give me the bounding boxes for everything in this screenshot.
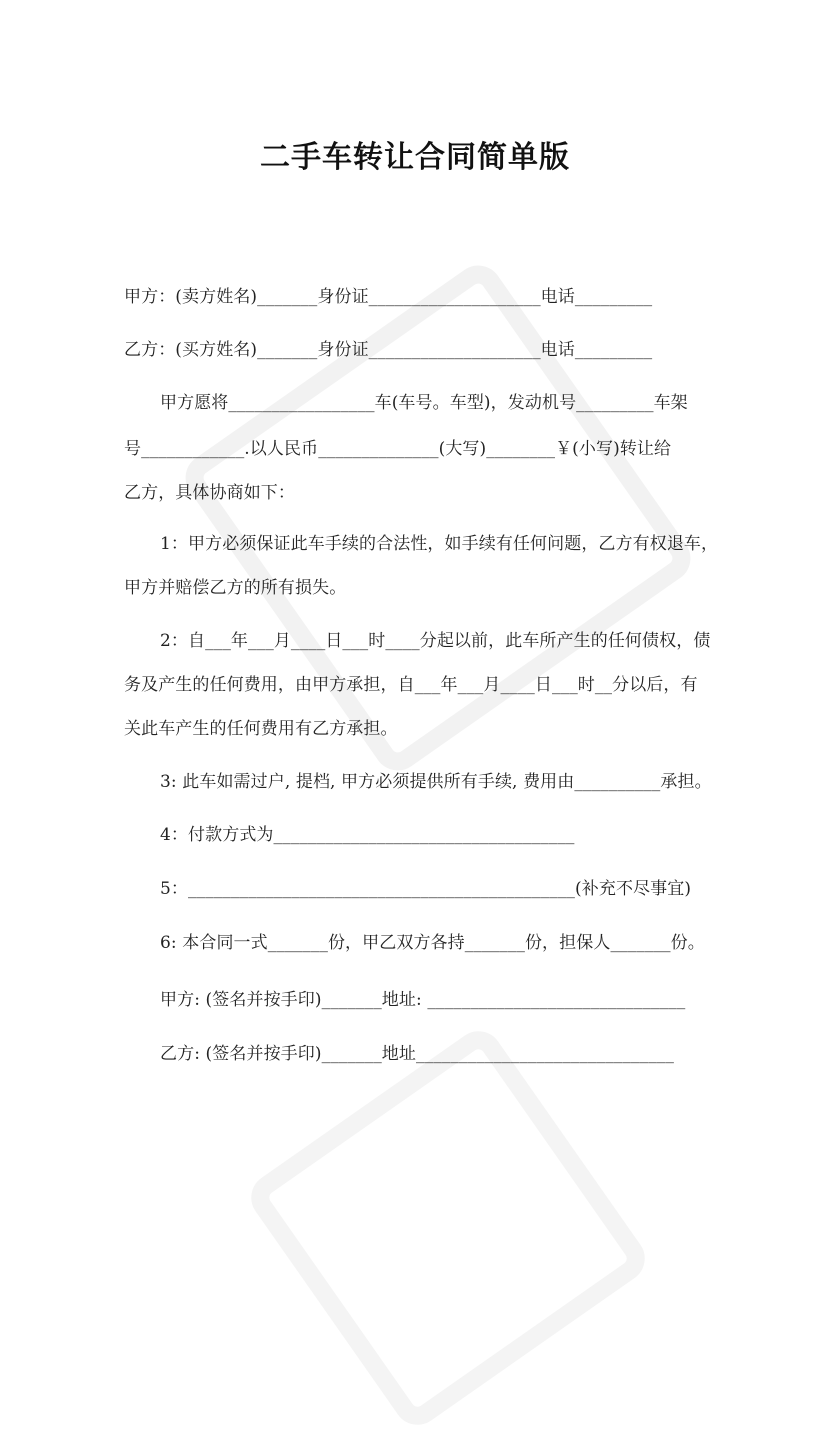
clause-4-line: 4：付款方式为___________________________________	[160, 825, 575, 845]
party-a-info-line: 甲方：(卖方姓名)_______身份证____________________电话_________	[124, 287, 653, 307]
clause-2-line-3: 关此车产生的任何费用有乙方承担。	[124, 719, 398, 739]
clause-3-line: 3: 此车如需过户, 提档, 甲方必须提供所有手续, 费用由__________承担。	[160, 772, 712, 792]
transfer-clause-line-1: 甲方愿将_________________车(车号。车型)，发动机号_________车架	[160, 393, 688, 413]
clause-1-line-2: 甲方并赔偿乙方的所有损失。	[124, 578, 347, 598]
party-b-signature-line: 乙方: (签名并按手印)_______地址______________________________	[160, 1044, 674, 1064]
clause-6-line: 6: 本合同一式_______份，甲乙双方各持_______份，担保人_______份。	[160, 933, 705, 953]
watermark-stamp-bottom	[242, 1022, 654, 1434]
clause-5-line: 5：_____________________________________________(补充不尽事宜)	[160, 879, 692, 899]
party-b-info-line: 乙方：(买方姓名)_______身份证____________________电话_________	[124, 340, 653, 360]
document-title: 二手车转让合同简单版	[260, 140, 570, 175]
clause-2-line-1: 2：自___年___月____日___时____分起以前，此车所产生的任何债权，债	[160, 631, 711, 651]
party-a-signature-line: 甲方: (签名并按手印)_______地址: ______________________________	[160, 990, 686, 1010]
clause-2-line-2: 务及产生的任何费用，由甲方承担，自___年___月____日___时__分以后，有	[124, 675, 698, 695]
transfer-clause-line-2: 号____________.以人民币______________(大写)________￥(小写)转让给	[124, 439, 672, 459]
transfer-clause-line-3: 乙方，具体协商如下：	[124, 483, 295, 503]
clause-1-line-1: 1：甲方必须保证此车手续的合法性，如手续有任何问题，乙方有权退车，	[160, 534, 719, 554]
